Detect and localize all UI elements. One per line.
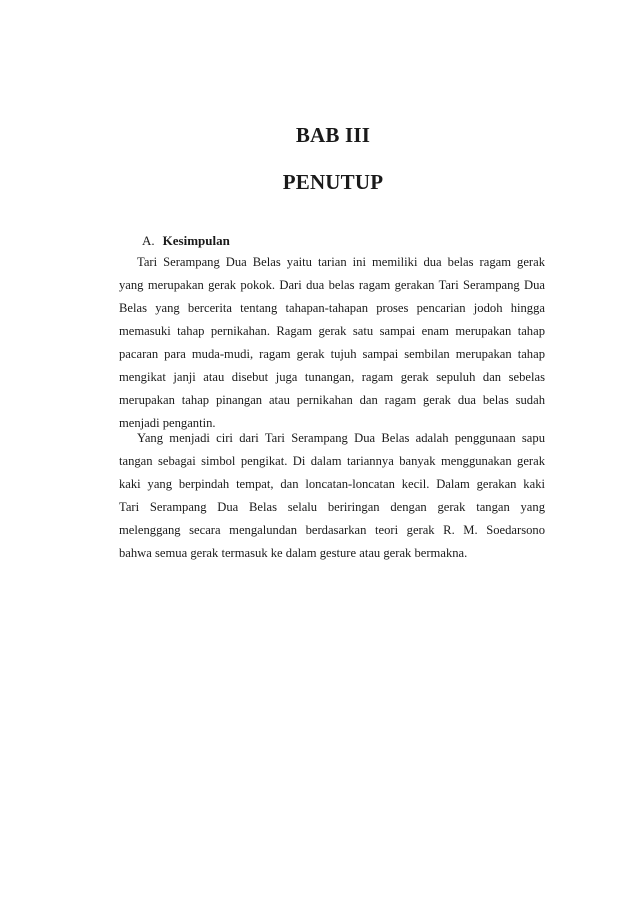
paragraph-line: yang merupakan gerak pokok. Dari dua belas ragam gerakan Tari Serampang Dua — [119, 278, 545, 292]
paragraph-line: melenggang secara mengalundan berdasarkan teori gerak R. M. Soedarsono — [119, 523, 545, 537]
paragraph-line: mengikat janji atau disebut juga tunangan, ragam gerak sepuluh dan sebelas — [119, 370, 545, 384]
chapter-label: BAB III — [295, 123, 371, 147]
paragraph-conclusion-2 — [119, 427, 545, 565]
section-number: A. — [142, 233, 155, 248]
section-heading — [142, 234, 230, 247]
chapter-title: PENUTUP — [282, 170, 384, 194]
paragraph-line: kaki yang berpindah tempat, dan loncatan-loncatan kecil. Dalam gerakan kaki — [119, 477, 545, 491]
paragraph-line: memasuki tahap pernikahan. Ragam gerak satu sampai enam merupakan tahap — [119, 324, 545, 338]
section-heading-text: Kesimpulan — [162, 233, 230, 248]
paragraph-line: Yang menjadi ciri dari Tari Serampang Dua Belas adalah penggunaan sapu — [137, 431, 545, 445]
paragraph-line: Tari Serampang Dua Belas yaitu tarian ini memiliki dua belas ragam gerak — [137, 255, 545, 269]
paragraph-conclusion-1 — [119, 251, 545, 435]
paragraph-line: pacaran para muda-mudi, ragam gerak tujuh sampai sembilan merupakan tahap — [119, 347, 545, 361]
paragraph-line: merupakan tahap pinangan atau pernikahan dan ragam gerak dua belas sudah — [119, 393, 545, 407]
paragraph-line: bahwa semua gerak termasuk ke dalam gesture atau gerak bermakna. — [119, 546, 468, 560]
paragraph-line: tangan sebagai simbol pengikat. Di dalam tariannya banyak menggunakan gerak — [119, 454, 545, 468]
paragraph-line: Belas yang bercerita tentang tahapan-tahapan proses pencarian jodoh hingga — [119, 301, 545, 315]
paragraph-line: Tari Serampang Dua Belas selalu beriringan dengan gerak tangan yang — [119, 500, 545, 514]
paragraph-line: menjadi pengantin. — [119, 416, 216, 430]
